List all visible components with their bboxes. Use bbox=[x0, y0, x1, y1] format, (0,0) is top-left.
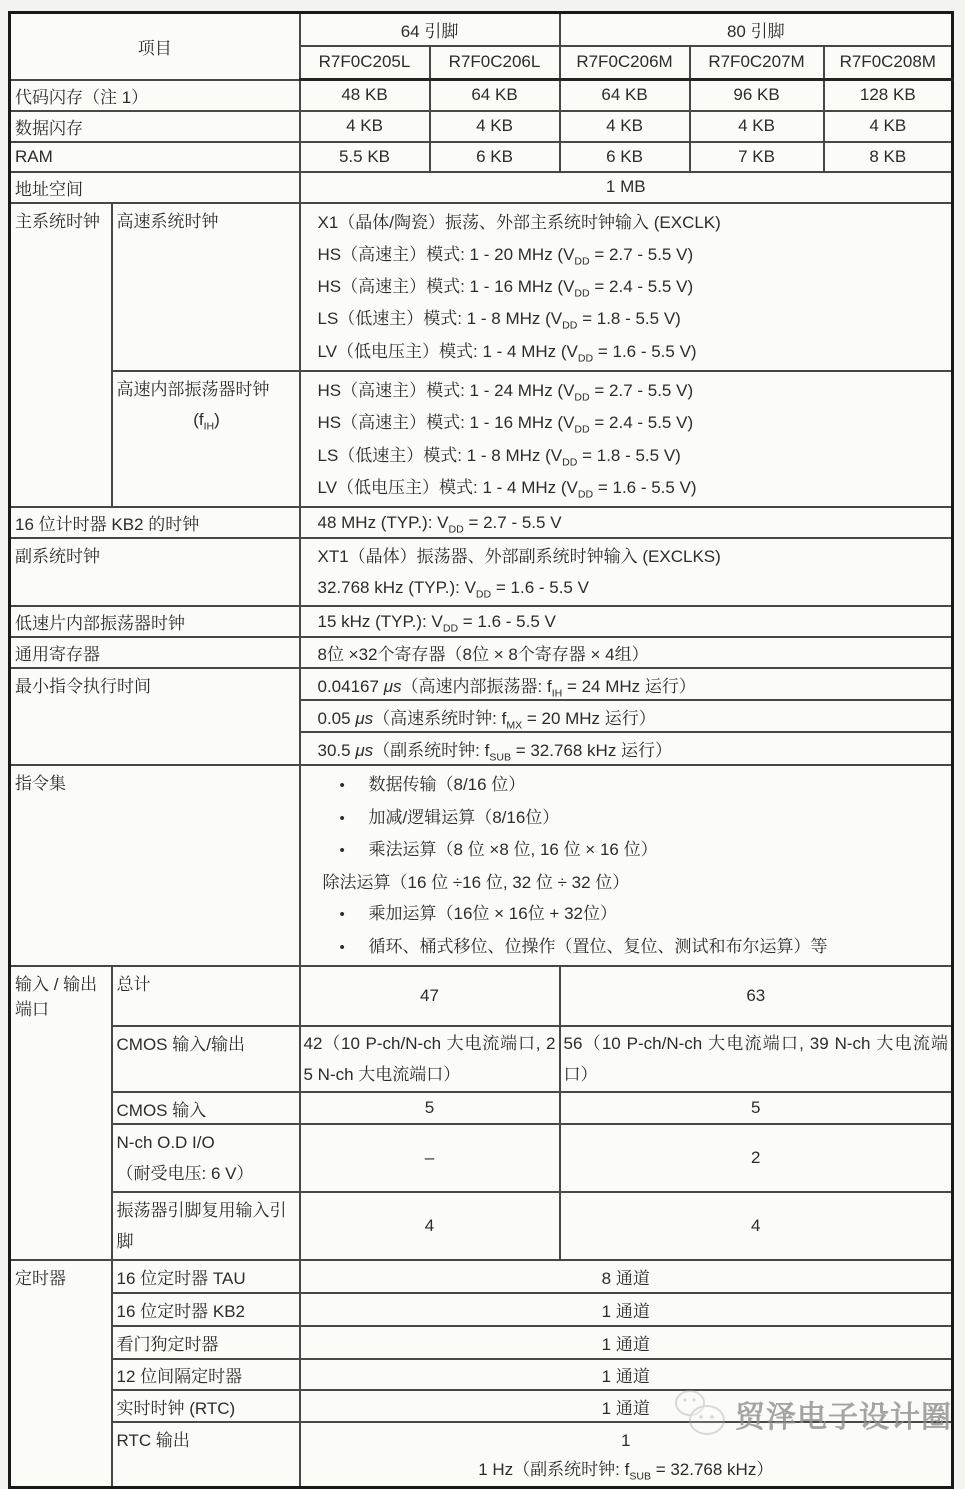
mcu-spec-table bbox=[8, 11, 954, 1489]
clock-line: 32.768 kHz (TYP.): $V_{DD} = 1.6 - 5.5$ V bbox=[317, 577, 589, 601]
row-gp-registers-label: 通用寄存器 bbox=[10, 637, 300, 668]
clock-line: LS（低速主）模式: 1 - 8 MHz ($V_{DD} = 1.8 - 5.5$ V) bbox=[317, 445, 681, 468]
row-address-space-label: 地址空间 bbox=[10, 172, 300, 203]
cell: 1 通道 bbox=[300, 1359, 953, 1390]
row-osc-pins-label: 振荡器引脚复用输入引脚 bbox=[112, 1192, 300, 1260]
cell: 8 KB bbox=[824, 142, 953, 172]
cell bbox=[300, 371, 953, 507]
row-min-instruction-label: 最小指令执行时间 bbox=[10, 668, 300, 765]
row-high-speed-system-clock-label: 高速系统时钟 bbox=[112, 203, 300, 371]
header-item: 项目 bbox=[10, 13, 300, 80]
instruction-item: • 数据传输（8/16 位） bbox=[303, 769, 950, 802]
row-nch-od-label bbox=[112, 1124, 300, 1192]
clock-line: HS（高速主）模式: 1 - 20 MHz ($V_{DD} = 2.7 - 5.5$ V) bbox=[317, 244, 694, 268]
cell: 4 bbox=[560, 1192, 953, 1260]
cell: 48 MHz (TYP.): $V_{DD} = 2.7 - 5.5$ V bbox=[300, 507, 953, 538]
header-model: R7F0C206M bbox=[560, 46, 690, 80]
label-line: $(f_{IH})$ bbox=[193, 410, 220, 433]
row-cmos-io-label: CMOS 输入/输出 bbox=[112, 1026, 300, 1092]
cell: 4 bbox=[300, 1192, 560, 1260]
watermark-text: 贸泽电子设计圈 bbox=[735, 1401, 952, 1434]
cell: 1 通道 bbox=[300, 1293, 953, 1326]
header-model: R7F0C205L bbox=[300, 46, 430, 80]
clock-line: LS（低速主）模式: 1 - 8 MHz ($V_{DD} = 1.8 - 5.5$ V) bbox=[317, 309, 681, 332]
instruction-item: • 乘法运算（8 位 ×8 位, 16 位 × 16 位） bbox=[303, 834, 950, 867]
instruction-item: • 循环、桶式移位、位操作（置位、复位、测试和布尔运算）等 bbox=[303, 931, 950, 964]
cell: 47 bbox=[300, 966, 560, 1026]
cell: 0.05 μs（高速系统时钟: $f_{MX} = 20$ MHz 运行） bbox=[300, 700, 953, 732]
cell: 4 KB bbox=[560, 111, 690, 142]
row-cmos-in-label: CMOS 输入 bbox=[112, 1092, 300, 1124]
cell: 1 通道 bbox=[300, 1390, 953, 1422]
cell: 30.5 μs（副系统时钟: $f_{SUB} = 32.768$ kHz 运行） bbox=[300, 732, 953, 765]
row-rtc-label: 实时时钟 (RTC) bbox=[112, 1390, 300, 1422]
cell: 6 KB bbox=[560, 142, 690, 172]
row-timer-tau-label: 16 位定时器 TAU bbox=[112, 1260, 300, 1293]
cell bbox=[300, 538, 953, 606]
row-rtc-out-label: RTC 输出 bbox=[112, 1422, 300, 1488]
cell: 56（10 P-ch/N-ch 大电流端口, 39 N-ch 大电流端口） bbox=[560, 1026, 953, 1092]
instruction-item: • 乘加运算（16位 × 16位 + 32位） bbox=[303, 898, 950, 931]
cell: 64 KB bbox=[430, 80, 560, 111]
cell: 128 KB bbox=[824, 80, 953, 111]
row-low-speed-osc-label: 低速片内部振荡器时钟 bbox=[10, 606, 300, 637]
cell: 1 通道 bbox=[300, 1326, 953, 1359]
cell: 4 KB bbox=[824, 111, 953, 142]
rtc-out-line: 1 Hz（副系统时钟: $f_{SUB} = 32.768$ kHz） bbox=[478, 1460, 774, 1483]
cell: 63 bbox=[560, 966, 953, 1026]
row-high-speed-internal-osc-label bbox=[112, 371, 300, 507]
instruction-item: • 加减/逻辑运算（8/16位） bbox=[303, 802, 950, 835]
clock-line: XT1（晶体）振荡器、外部副系统时钟输入 (EXCLKS) bbox=[317, 547, 721, 567]
clock-line: HS（高速主）模式: 1 - 16 MHz ($V_{DD} = 2.4 - 5.5$ V) bbox=[317, 413, 694, 436]
clock-line: LV（低电压主）模式: 1 - 4 MHz ($V_{DD} = 1.6 - 5.5$ V) bbox=[317, 341, 697, 365]
cell: 48 KB bbox=[300, 80, 430, 111]
cell: 4 KB bbox=[690, 111, 824, 142]
row-timers-label: 定时器 bbox=[10, 1260, 112, 1488]
instruction-item: 除法运算（16 位 ÷16 位, 32 位 ÷ 32 位） bbox=[322, 872, 630, 892]
row-ram-label: RAM bbox=[10, 142, 300, 172]
label-line: 高速内部振荡器时钟 bbox=[116, 379, 270, 399]
cell: 8 通道 bbox=[300, 1260, 953, 1293]
label-line: （耐受电压: 6 V） bbox=[116, 1163, 254, 1183]
cell: 2 bbox=[560, 1124, 953, 1192]
row-sub-clock-label: 副系统时钟 bbox=[10, 538, 300, 606]
cell: 42（10 P-ch/N-ch 大电流端口, 25 N-ch 大电流端口） bbox=[300, 1026, 560, 1092]
cell: 5 bbox=[560, 1092, 953, 1124]
cell: 8位 ×32个寄存器（8位 × 8个寄存器 × 4组） bbox=[300, 637, 953, 668]
cell bbox=[300, 203, 953, 371]
cell: – bbox=[300, 1124, 560, 1192]
row-data-flash-label: 数据闪存 bbox=[10, 111, 300, 142]
row-io-total-label: 总计 bbox=[112, 966, 300, 1026]
cell: 7 KB bbox=[690, 142, 824, 172]
header-model: R7F0C208M bbox=[824, 46, 953, 80]
row-io-ports-label: 输入 / 输出端口 bbox=[10, 966, 112, 1260]
cell: 4 KB bbox=[300, 111, 430, 142]
cell: 5 bbox=[300, 1092, 560, 1124]
cell: 4 KB bbox=[430, 111, 560, 142]
clock-line: HS（高速主）模式: 1 - 16 MHz ($V_{DD} = 2.4 - 5.5$ V) bbox=[317, 277, 694, 300]
row-interval-timer-label: 12 位间隔定时器 bbox=[112, 1359, 300, 1390]
header-model: R7F0C206L bbox=[430, 46, 560, 80]
row-instruction-set-label: 指令集 bbox=[10, 765, 300, 966]
row-main-clock-label: 主系统时钟 bbox=[10, 203, 112, 508]
row-timer-kb2-label: 16 位定时器 KB2 bbox=[112, 1293, 300, 1326]
header-model: R7F0C207M bbox=[690, 46, 824, 80]
clock-line: X1（晶体/陶瓷）振荡、外部主系统时钟输入 (EXCLK) bbox=[317, 212, 721, 232]
label-line: N-ch O.D I/O bbox=[116, 1133, 215, 1153]
row-watchdog-label: 看门狗定时器 bbox=[112, 1326, 300, 1359]
header-group-80pin: 80 引脚 bbox=[560, 13, 953, 46]
cell: 6 KB bbox=[430, 142, 560, 172]
cell: 0.04167 μs（高速内部振荡器: $f_{IH} = 24$ MHz 运行） bbox=[300, 668, 953, 700]
row-code-flash-label: 代码闪存（注 1） bbox=[10, 80, 300, 111]
clock-line: HS（高速主）模式: 1 - 24 MHz ($V_{DD} = 2.7 - 5.5$ V) bbox=[317, 380, 694, 404]
clock-line: LV（低电压主）模式: 1 - 4 MHz ($V_{DD} = 1.6 - 5.5$ V) bbox=[317, 477, 697, 501]
cell bbox=[300, 765, 953, 966]
cell: 1 MB bbox=[300, 172, 953, 203]
rtc-out-line: 1 bbox=[621, 1431, 631, 1451]
cell: 96 KB bbox=[690, 80, 824, 111]
cell: 15 kHz (TYP.): $V_{DD} = 1.6 - 5.5$ V bbox=[300, 606, 953, 637]
cell: 5.5 KB bbox=[300, 142, 430, 172]
header-group-64pin: 64 引脚 bbox=[300, 13, 560, 46]
wechat-icon bbox=[669, 1387, 731, 1441]
cell: 64 KB bbox=[560, 80, 690, 111]
watermark bbox=[669, 1387, 952, 1441]
row-kb2-clock-label: 16 位计时器 KB2 的时钟 bbox=[10, 507, 300, 538]
